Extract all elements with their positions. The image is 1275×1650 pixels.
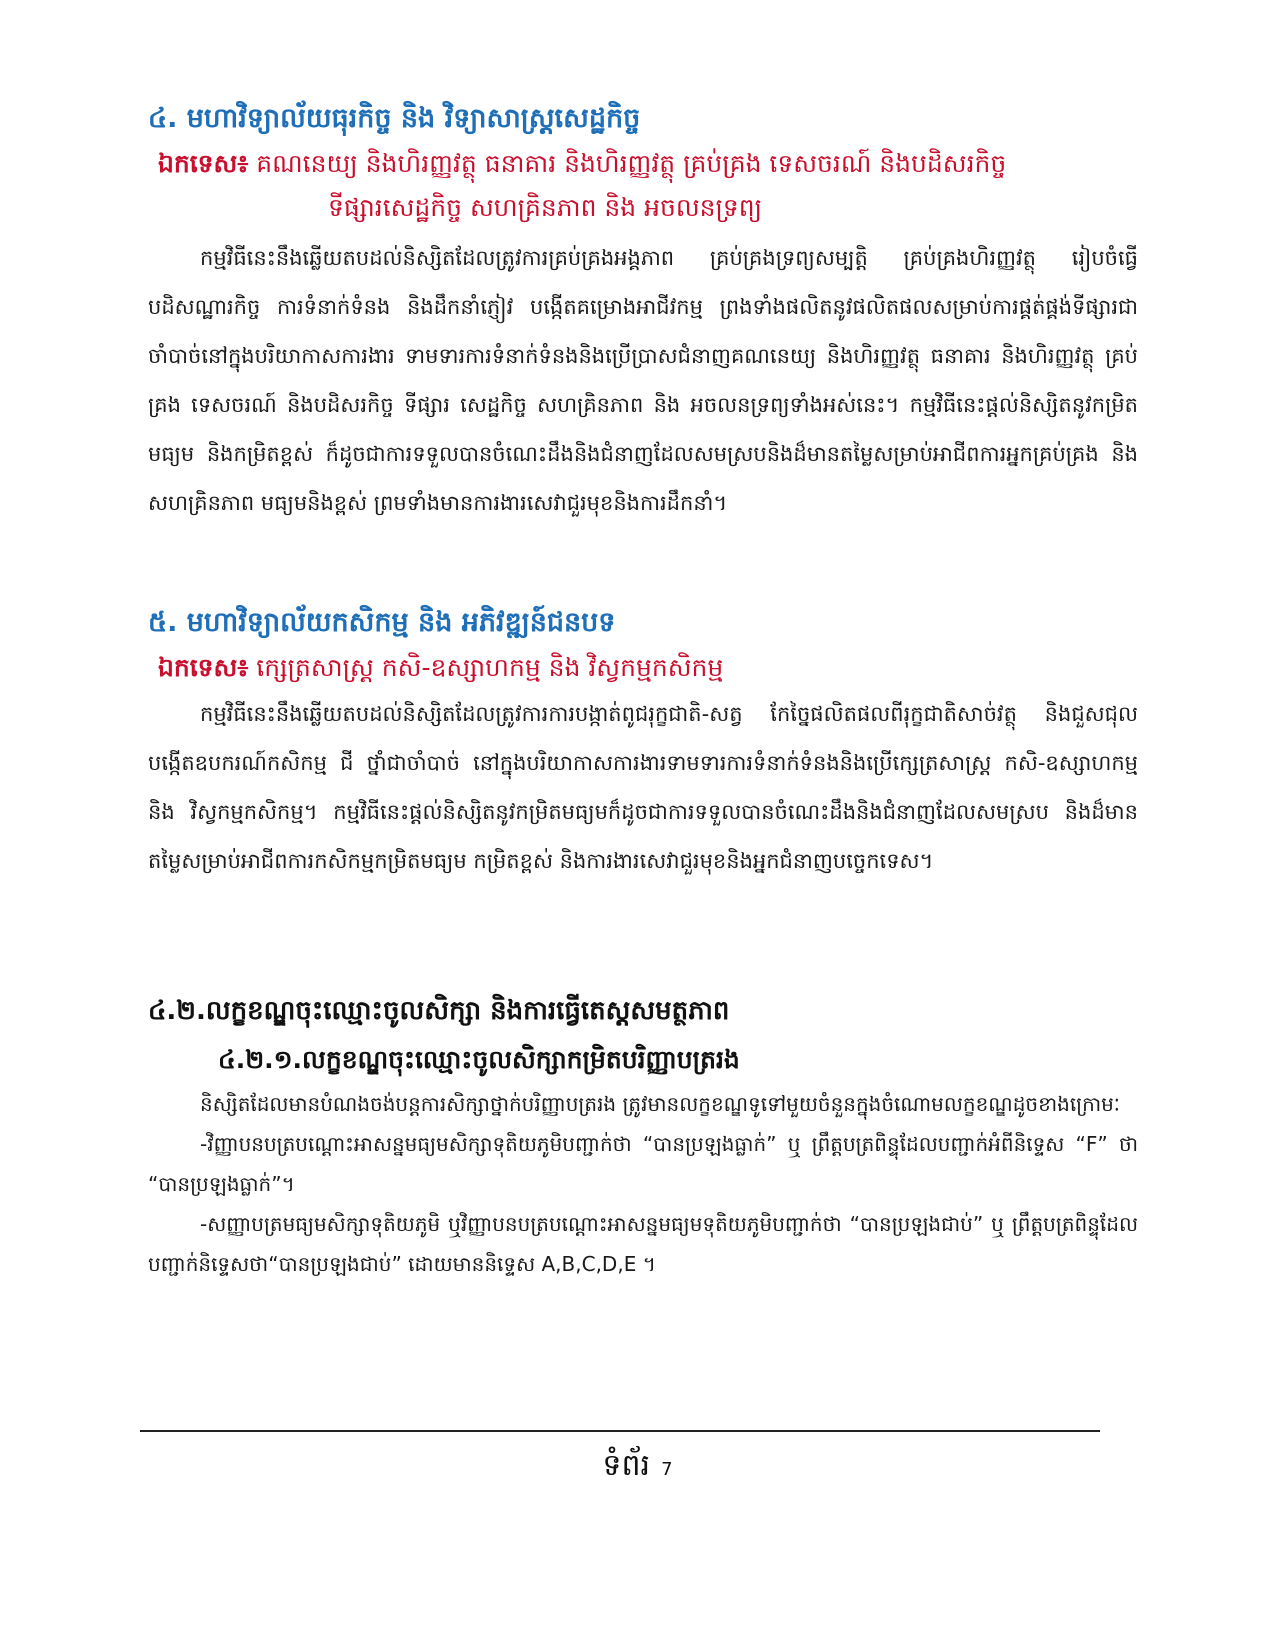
page-number: 7 — [661, 1459, 673, 1480]
section-paragraph: កម្មវិធីនេះនឹងឆ្លើយតបដល់និស្សិតដែលត្រូវការគ្រប់គ្រងអង្គភាព គ្រប់គ្រងទ្រព្យសម្បត្តិ គ្រប់គ្រងហិរញ្ញវត្ថុ រៀបចំធ្វើបដិសណ្ឋារកិច្ច ការទំនាក់ទំនង និងដឹកនាំភ្ញៀវ បង្កើតគម្រោងអាជីវកម្ម ព្រងទាំងផលិតនូវផលិតផលសម្រាប់ការផ្គត់ផ្គង់ទីផ្សារជាចាំបាច់នៅក្នុងបរិយាកាសការងារ ទាមទារការទំនាក់ទំនងនិងប្រើប្រាសជំនាញគណនេយ្យ និងហិរញ្ញវត្ថុ ធនាគារ និងហិរញ្ញវត្ថុ គ្រប់គ្រង ទេសចរណ៍ និងបដិសរកិច្ច ទីផ្សារ សេដ្ឋកិច្ច សហគ្រិនភាព និង អចលនទ្រព្យទាំងអស់នេះ។ កម្មវិធីនេះផ្តល់និស្សិតនូវកម្រិតមធ្យម និងកម្រិតខ្ពស់ ក៏ដូចជាការទទួលបានចំណេះដឹងនិងជំនាញដែលសមស្របនិងដ៏មានតម្លៃសម្រាប់អាជីពការអ្នកគ្រប់គ្រង និង សហគ្រិនភាព មធ្យមនិងខ្ពស់ ព្រមទាំងមានការងារសេវាជួរមុខនិងការដឹកនាំ។ — [148, 246, 1138, 515]
subsection-heading: ៤.២.១.លក្ខខណ្ឌចុះឈ្មោះចូលសិក្សាកម្រិតបរិញ្ញាបត្ររង — [218, 1045, 740, 1074]
footer-divider — [140, 1430, 1100, 1432]
major-label: ឯកទេស៖ — [158, 653, 249, 682]
major-line — [158, 142, 1138, 186]
major-list: គណនេយ្យ និងហិរញ្ញវត្ថុ ធនាគារ និងហិរញ្ញវត្ថុ គ្រប់គ្រង ទេសចរណ៍ និងបដិសរកិច្ច — [256, 149, 1007, 178]
section-heading: ៤.២.លក្ខខណ្ឌចុះឈ្មោះចូលសិក្សា និងការធ្វើតេស្តសមត្ថភាព — [148, 996, 730, 1026]
section-heading: ៥. មហាវិទ្យាល័យកសិកម្ម និង អភិវឌ្ឍន៍ជនបទ — [148, 607, 616, 638]
page-footer — [0, 1446, 1275, 1490]
section-heading: ៤. មហាវិទ្យាល័យធុរកិច្ច និង វិទ្យាសាស្ត្រសេដ្ឋកិច្ច — [148, 103, 641, 134]
major-list-continued: ទីផ្សារសេដ្ឋកិច្ច សហគ្រិនភាព និង អចលនទ្រព្យ — [328, 193, 763, 222]
section-paragraph: កម្មវិធីនេះនឹងឆ្លើយតបដល់និស្សិតដែលត្រូវការការបង្កាត់ពូជរុក្ខជាតិ-សត្វ កែច្នៃផលិតផលពីរុក្ខជាតិសាច់វត្ថុ និងជួសជុល បង្កើតឧបករណ៍កសិកម្ម ជី ថ្នាំជាចាំបាច់ នៅក្នុងបរិយាកាសការងារទាមទារការទំនាក់ទំនងនិងប្រើក្សេត្រសាស្ត្រ កសិ-ឧស្សាហកម្ម និង វិស្វកម្មកសិកម្ម។ កម្មវិធីនេះផ្តល់និស្សិតនូវកម្រិតមធ្យមក៏ដូចជាការទទួលបានចំណេះដឹងនិងជំនាញដែលសមស្រប និងដ៏មានតម្លៃសម្រាប់អាជីពការកសិកម្មកម្រិតមធ្យម កម្រិតខ្ពស់ និងការងារសេវាជួរមុខនិងអ្នកជំនាញបច្ចេកទេស។ — [148, 702, 1138, 873]
section-agriculture-faculty — [148, 600, 1138, 968]
document-page — [148, 96, 1138, 1284]
condition-item: -សញ្ញាបត្រមធ្យមសិក្សាទុតិយភូមិ ឬវិញ្ញាបនបត្របណ្ដោះអាសន្នមធ្យមទុតិយភូមិបញ្ជាក់ថា “បានប្រឡងជាប់” ឬ ព្រឹត្តបត្រពិន្ទុដែលបញ្ជាក់និទ្ទេសថា“បានប្រឡងជាប់” ដោយមាននិទ្ទេស A,B,C,D,E ។ — [148, 1212, 1138, 1276]
intro-paragraph: និស្សិតដែលមានបំណងចង់បន្តការសិក្សាថ្នាក់បរិញ្ញាបត្ររង ត្រូវមានលក្ខខណ្ឌទូទៅមួយចំនួនក្នុងចំណោមលក្ខខណ្ឌដូចខាងក្រោមៈ — [200, 1092, 1120, 1116]
section-business-faculty — [148, 96, 1138, 596]
major-label: ឯកទេស៖ — [158, 149, 249, 178]
page-label: ទំព័រ — [602, 1448, 651, 1483]
major-list: ក្សេត្រសាស្ត្រ កសិ-ឧស្សាហកម្ម និង វិស្វកម្មកសិកម្ម — [256, 653, 724, 682]
condition-item: -វិញ្ញាបនបត្របណ្ដោះអាសន្នមធ្យមសិក្សាទុតិយភូមិបញ្ជាក់ថា “បានប្រឡងធ្លាក់” ឬ ព្រឹត្តបត្រពិន្ទុដែលបញ្ជាក់អំពីនិទ្ទេស “F” ថា “បានប្រឡងធ្លាក់”។ — [148, 1132, 1138, 1196]
major-line — [158, 646, 1138, 690]
section-enrollment-conditions — [148, 986, 1138, 1284]
